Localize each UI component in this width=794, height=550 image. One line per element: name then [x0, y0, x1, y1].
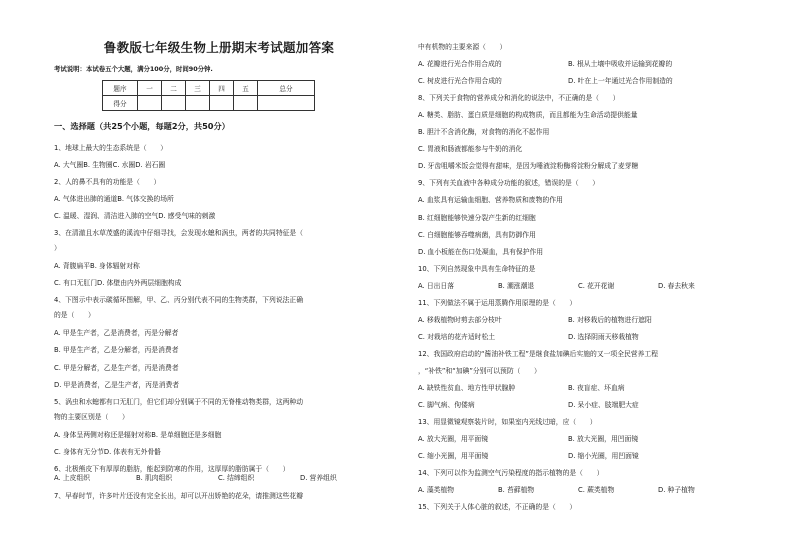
- score-cell[interactable]: [162, 96, 186, 111]
- score-cell[interactable]: [138, 96, 162, 111]
- q2-options-cd: C. 温暖、湿润、清洁进入肺的空气D. 感受气味的刺激: [54, 212, 216, 220]
- right-option-c: C. 蕨类植物: [578, 486, 615, 494]
- q7-line: 7、早春时节，许多叶片还没有完全长出，却可以开出娇艳的花朵，请推测这些花瓣: [54, 492, 304, 500]
- score-header-cell: 五: [234, 81, 258, 96]
- right-question-line: D. 牙齿咀嚼米饭会觉得有甜味，是因为唾液淀粉酶将淀粉分解成了麦芽糖: [418, 162, 639, 170]
- right-question-line: 15、下列关于人体心脏的叙述，不正确的是（ ）: [418, 503, 577, 511]
- q2-options-ab: A. 气体进出肺的通道B. 气体交换的场所: [54, 195, 174, 203]
- q3-options-cd: C. 有口无肛门D. 体壁由内外两层细胞构成: [54, 279, 182, 287]
- q3-options-ab: A. 背腹扁平B. 身体辐射对称: [54, 262, 140, 270]
- page-title: 鲁教版七年级生物上册期末考试题加答案: [103, 40, 335, 55]
- q1-options: A. 大气圈B. 生物圈C. 水圈D. 岩石圈: [54, 161, 166, 169]
- q6-option-d: D. 营养组织: [300, 474, 337, 482]
- q6-option-c: C. 结缔组织: [218, 474, 255, 482]
- score-header-cell: 总分: [258, 81, 315, 96]
- right-option-b: B. 根从土壤中吸收并运输到花瓣的: [568, 60, 673, 68]
- right-option-d: D. 种子植物: [658, 486, 695, 494]
- right-option-b: B. 放大光圈，用凹面镜: [568, 435, 639, 443]
- right-question-line: 12、我国政府启动的“酱油补铁工程”是继食盐加碘后实施的又一项全民营养工程: [418, 350, 658, 358]
- q3-stem: 3、在清澈且水草茂盛的溪流中仔细寻找，会发现水螅和涡虫，两者的共同特征是（: [54, 229, 304, 237]
- score-header-cell: 二: [162, 81, 186, 96]
- exam-note: [54, 64, 213, 73]
- right-question-line: 11、下列做法不属于运用蒸腾作用原理的是（ ）: [418, 299, 577, 307]
- section-heading: 一、选择题（共25个小题，每题2分，共50分）: [54, 121, 230, 131]
- right-question-line: B. 胆汁不含消化酶，对食物的消化不起作用: [418, 128, 550, 136]
- q6-option-a: A. 上皮组织: [54, 474, 91, 482]
- q1-stem: 1、地球上最大的生态系统是（ ）: [54, 144, 168, 152]
- score-cell[interactable]: [210, 96, 234, 111]
- right-option-b: D. 选择阴雨天移栽植物: [568, 333, 639, 341]
- q2-stem: 2、人的鼻不具有的功能是（ ）: [54, 178, 161, 186]
- right-option-b: D. 缩小光圈，用凹面镜: [568, 452, 639, 460]
- q6-stem: 6、北极熊皮下有厚厚的脂肪，能起到防寒的作用，这厚厚的脂肪属于（ ）: [54, 465, 290, 473]
- right-option-d: D. 春去秋来: [658, 282, 695, 290]
- q5-options-ab: A. 身体呈两侧对称还是辐射对称B. 是单细胞还是多细胞: [54, 431, 222, 439]
- right-option-b: D. 呆小症、肢端肥大症: [568, 401, 639, 409]
- right-option-a: C. 树皮进行光合作用合成的: [418, 77, 502, 85]
- q4-stem-cont: 的是（ ）: [54, 311, 95, 319]
- right-question-line: 8、下列关于食物的营养成分和消化的说法中，不正确的是（ ）: [418, 94, 620, 102]
- q5-stem: 5、涡虫和水螅都有口无肛门，但它们却分别属于不同的无脊椎动物类群，这两种动: [54, 398, 304, 406]
- right-question-line: A. 血浆具有运输血细胞、营养物质和废物的作用: [418, 196, 563, 204]
- right-option-b: B. 潮涨潮退: [498, 282, 535, 290]
- exam-note-label: 考试说明：: [54, 65, 86, 73]
- right-option-b: B. 苔藓植物: [498, 486, 535, 494]
- score-table-header-row: [103, 81, 315, 96]
- q4-stem: 4、下图示中表示碳循环图解，甲、乙、丙分别代表不同的生物类群，下列说法正确: [54, 296, 304, 304]
- q4-option-d: D. 甲是消费者，乙是生产者，丙是消费者: [54, 381, 180, 389]
- score-cell[interactable]: [234, 96, 258, 111]
- right-question-line: 中有机物的主要来源（ ）: [418, 43, 507, 51]
- score-table: [102, 80, 315, 111]
- right-option-b: B. 对移栽后的植物进行遮阳: [568, 316, 652, 324]
- right-question-line: A. 糖类、脂肪、蛋白质是细胞的构成物质，而且都能为生命活动提供能量: [418, 111, 638, 119]
- right-question-line: 14、下列可以作为监测空气污染程度的指示植物的是（ ）: [418, 469, 604, 477]
- right-option-b: D. 叶在上一年通过光合作用制造的: [568, 77, 673, 85]
- right-question-line: C. 白细胞能够吞噬病菌，具有防御作用: [418, 231, 536, 239]
- score-row-label: 得分: [103, 96, 138, 111]
- right-question-line: D. 血小板能在伤口处凝血，具有保护作用: [418, 248, 544, 256]
- right-option-a: A. 花瓣进行光合作用合成的: [418, 60, 502, 68]
- right-question-line: ，“补铁”和“加碘”分别可以预防（ ）: [418, 367, 541, 375]
- right-question-line: C. 胃液和肠液都能参与牛奶的消化: [418, 145, 523, 153]
- score-cell[interactable]: [186, 96, 210, 111]
- right-question-line: 9、下列有关血液中各种成分功能的叙述，错误的是（ ）: [418, 179, 600, 187]
- score-header-cell: 一: [138, 81, 162, 96]
- score-cell[interactable]: [258, 96, 315, 111]
- right-question-line: 10、下列自然现象中具有生命特征的是: [418, 265, 536, 273]
- right-question-line: B. 红细胞能够快速分裂产生新的红细胞: [418, 214, 536, 222]
- q6-option-b: B. 肌肉组织: [136, 474, 173, 482]
- right-option-a: C. 脚气病、佝偻病: [418, 401, 475, 409]
- score-header-cell: 四: [210, 81, 234, 96]
- right-option-a: C. 对栽培的花卉适时松土: [418, 333, 496, 341]
- score-header-cell: 三: [186, 81, 210, 96]
- right-option-a: A. 放大光圈，用平面镜: [418, 435, 489, 443]
- score-table-score-row: [103, 96, 315, 111]
- score-header-cell: 题序: [103, 81, 138, 96]
- q4-option-b: B. 甲是生产者，乙是分解者，丙是消费者: [54, 346, 179, 354]
- q4-option-a: A. 甲是生产者，乙是消费者，丙是分解者: [54, 329, 179, 337]
- q5-options-cd: C. 身体有无分节D. 体表有无外骨骼: [54, 448, 161, 456]
- q5-stem-cont: 物的主要区别是（ ）: [54, 413, 129, 421]
- right-option-a: A. 藻类植物: [418, 486, 455, 494]
- exam-note-text: 本试卷五个大题，满分100分，时间90分钟.: [85, 65, 213, 73]
- right-option-a: A. 日出日落: [418, 282, 455, 290]
- q3-stem-cont: ）: [54, 244, 61, 252]
- right-option-a: A. 缺铁性贫血、地方性甲状腺肿: [418, 384, 516, 392]
- right-option-b: B. 夜盲症、坏血病: [568, 384, 625, 392]
- right-option-a: C. 缩小光圈，用平面镜: [418, 452, 489, 460]
- right-question-line: 13、用显微镜观察装片时，如果室内光线过暗，应（ ）: [418, 418, 597, 426]
- right-option-c: C. 花开花谢: [578, 282, 615, 290]
- q4-option-c: C. 甲是分解者，乙是生产者，丙是消费者: [54, 364, 179, 372]
- right-option-a: A. 移栽植物时剪去部分枝叶: [418, 316, 502, 324]
